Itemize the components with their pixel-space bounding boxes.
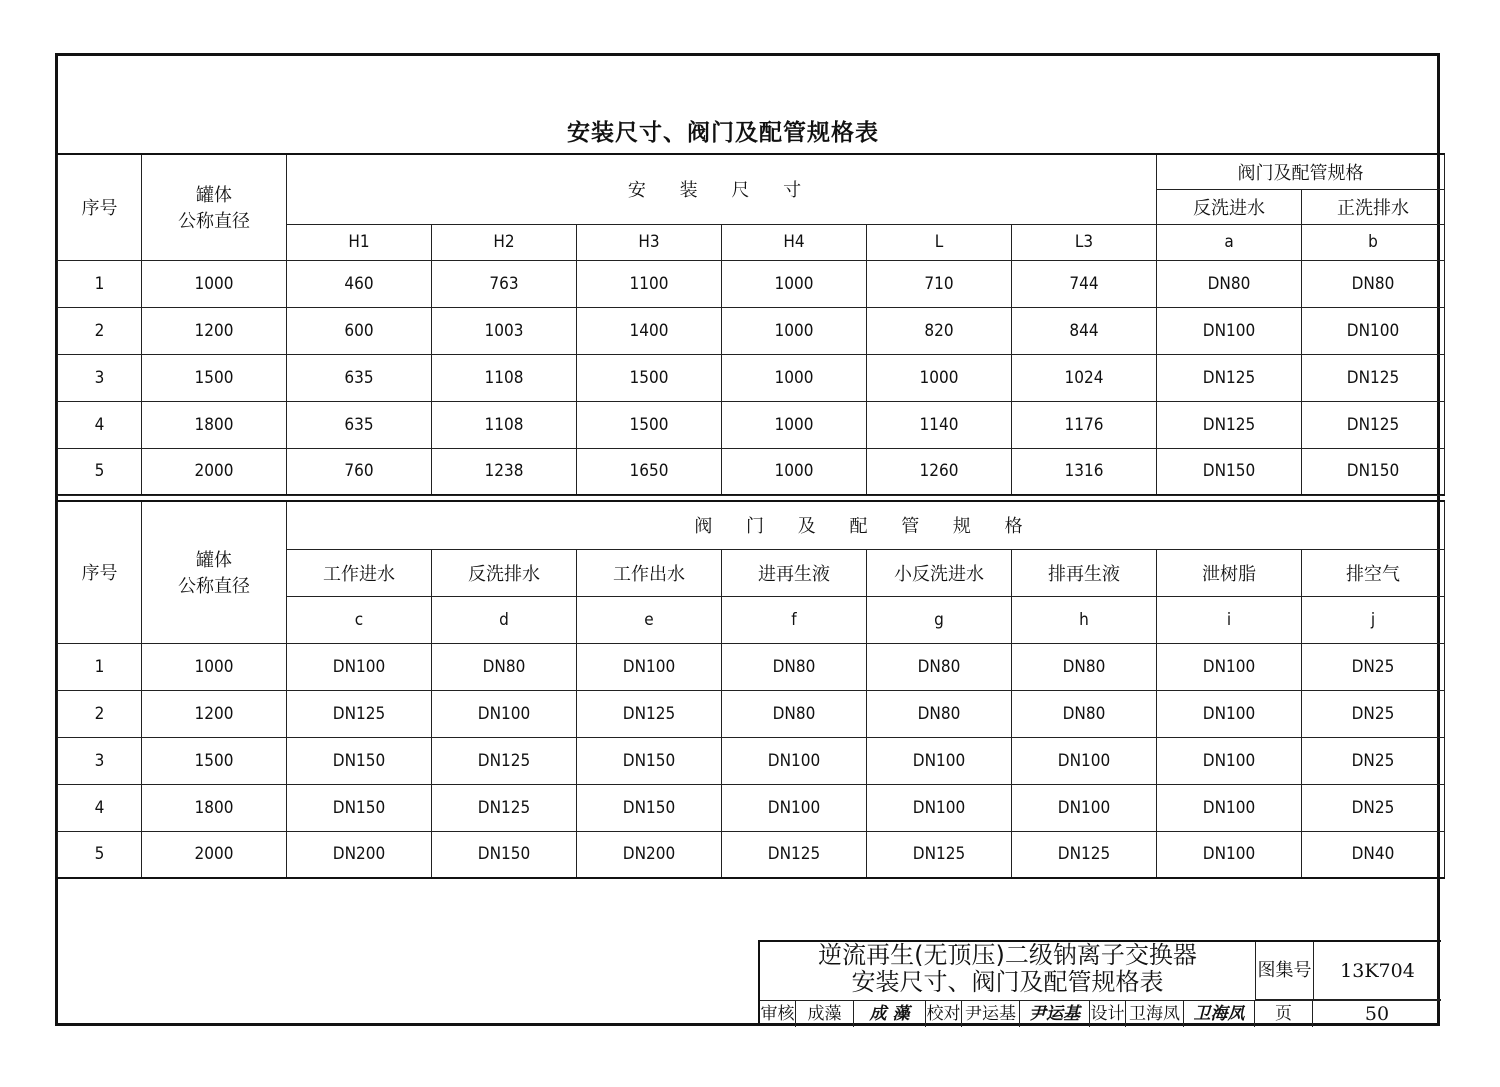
table-cell: DN100	[722, 784, 867, 831]
table-row	[58, 643, 1445, 690]
table-cell: 1000	[867, 354, 1012, 401]
table-cell: 1238	[432, 448, 577, 495]
table-cell: DN80	[867, 690, 1012, 737]
table-cell: 1	[58, 260, 142, 307]
header-seq: 序号	[58, 154, 142, 260]
table-cell: DN150	[287, 784, 432, 831]
column-code-h3: H3	[577, 224, 722, 260]
drawing-name-line2: 安装尺寸、阀门及配管规格表	[851, 968, 1164, 996]
table-cell: 1500	[142, 737, 287, 784]
table-cell: DN25	[1302, 737, 1445, 784]
page-label: 页	[1255, 1001, 1313, 1027]
header-valve-spec: 阀 门 及 配 管 规 格	[287, 501, 1445, 549]
table-cell: 4	[58, 784, 142, 831]
table-row	[58, 260, 1445, 307]
table-cell: 2	[58, 690, 142, 737]
table-cell: 1800	[142, 784, 287, 831]
table-cell: 1003	[432, 307, 577, 354]
table-cell: DN80	[1302, 260, 1445, 307]
table-cell: 1176	[1012, 401, 1157, 448]
table-separator	[57, 495, 1442, 496]
pipe-name-d: 反洗排水	[432, 549, 577, 596]
table-cell: 1500	[577, 401, 722, 448]
review-signature: 成 藻	[854, 1001, 926, 1027]
table-cell: DN100	[1157, 784, 1302, 831]
table-cell: DN100	[1157, 831, 1302, 878]
table-cell: 1500	[142, 354, 287, 401]
table-cell: 760	[287, 448, 432, 495]
table-cell: 1108	[432, 354, 577, 401]
table-cell: DN40	[1302, 831, 1445, 878]
pipe-code-c: c	[287, 596, 432, 643]
header-valve-spec: 阀门及配管规格	[1157, 154, 1445, 189]
table-cell: DN80	[722, 643, 867, 690]
check-signature: 尹运基	[1020, 1001, 1090, 1027]
review-label: 审核	[760, 1001, 796, 1027]
check-label: 校对	[926, 1001, 962, 1027]
table-row	[58, 737, 1445, 784]
table-cell: 1	[58, 643, 142, 690]
pipe-code-d: d	[432, 596, 577, 643]
pipe-code-g: g	[867, 596, 1012, 643]
table-cell: DN150	[1302, 448, 1445, 495]
table-cell: 744	[1012, 260, 1157, 307]
table-cell: 1260	[867, 448, 1012, 495]
table-cell: DN150	[432, 831, 577, 878]
table-cell: DN100	[867, 784, 1012, 831]
table-cell: DN100	[1157, 643, 1302, 690]
install-dimension-table	[57, 153, 1445, 496]
table-cell: DN80	[867, 643, 1012, 690]
check-name: 尹运基	[962, 1001, 1020, 1027]
table-cell: 2000	[142, 831, 287, 878]
design-name: 卫海凤	[1126, 1001, 1184, 1027]
table-cell: DN125	[1157, 401, 1302, 448]
pipe-name-j: 排空气	[1302, 549, 1445, 596]
pipe-name-f: 进再生液	[722, 549, 867, 596]
table-cell: DN100	[722, 737, 867, 784]
pipe-name-e: 工作出水	[577, 549, 722, 596]
table-cell: DN125	[867, 831, 1012, 878]
table-cell: 1000	[722, 448, 867, 495]
design-signature: 卫海凤	[1184, 1001, 1255, 1027]
table-cell: DN200	[577, 831, 722, 878]
table-cell: 1000	[722, 401, 867, 448]
table-cell: DN100	[867, 737, 1012, 784]
design-label: 设计	[1090, 1001, 1126, 1027]
pipe-code-i: i	[1157, 596, 1302, 643]
header-diameter	[142, 501, 287, 643]
table-cell: DN100	[1302, 307, 1445, 354]
table-cell: DN25	[1302, 784, 1445, 831]
table-row	[58, 354, 1445, 401]
table-cell: DN125	[432, 737, 577, 784]
table-cell: DN150	[1157, 448, 1302, 495]
column-code-h2: H2	[432, 224, 577, 260]
table-cell: 3	[58, 737, 142, 784]
table-cell: 5	[58, 831, 142, 878]
table-cell: DN150	[577, 737, 722, 784]
table-cell: 1000	[722, 260, 867, 307]
table-cell: DN80	[1157, 260, 1302, 307]
column-code-h4: H4	[722, 224, 867, 260]
column-code-l3: L3	[1012, 224, 1157, 260]
pipe-name-h: 排再生液	[1012, 549, 1157, 596]
table-cell: 635	[287, 354, 432, 401]
table-cell: 4	[58, 401, 142, 448]
table-cell: 460	[287, 260, 432, 307]
table-cell: 710	[867, 260, 1012, 307]
table-cell: DN125	[722, 831, 867, 878]
table-cell: DN100	[1012, 784, 1157, 831]
pipe-code-f: f	[722, 596, 867, 643]
header-forward-drain: 正洗排水	[1302, 189, 1445, 224]
table-row	[58, 690, 1445, 737]
table-cell: 2000	[142, 448, 287, 495]
table-row	[58, 448, 1445, 495]
table-cell: 5	[58, 448, 142, 495]
header-diameter	[142, 154, 287, 260]
title-block	[758, 940, 1441, 1026]
table-cell: 1024	[1012, 354, 1157, 401]
table-cell: 1316	[1012, 448, 1157, 495]
pipe-name-c: 工作进水	[287, 549, 432, 596]
table-row	[58, 307, 1445, 354]
table-cell: 1800	[142, 401, 287, 448]
pipe-code-h: h	[1012, 596, 1157, 643]
review-name: 成藻	[796, 1001, 854, 1027]
header-diameter-line1: 罐体	[196, 185, 232, 207]
header-seq: 序号	[58, 501, 142, 643]
table-cell: 820	[867, 307, 1012, 354]
pipe-name-g: 小反洗进水	[867, 549, 1012, 596]
table-cell: 1500	[577, 354, 722, 401]
table-cell: DN100	[287, 643, 432, 690]
table-cell: DN25	[1302, 643, 1445, 690]
header-backwash-in: 反洗进水	[1157, 189, 1302, 224]
table-cell: DN100	[1012, 737, 1157, 784]
column-code-h1: H1	[287, 224, 432, 260]
table-cell: 600	[287, 307, 432, 354]
table-cell: 1000	[722, 354, 867, 401]
table-cell: DN125	[1157, 354, 1302, 401]
table-cell: DN125	[432, 784, 577, 831]
page-number: 50	[1364, 1003, 1390, 1025]
title-block-drawing-name	[760, 942, 1256, 1000]
pipe-code-j: j	[1302, 596, 1445, 643]
table-cell: 1000	[142, 260, 287, 307]
column-code-a: a	[1157, 224, 1302, 260]
table-cell: DN200	[287, 831, 432, 878]
table-cell: DN125	[577, 690, 722, 737]
table-cell: DN100	[1157, 307, 1302, 354]
page-title: 安装尺寸、阀门及配管规格表	[567, 119, 879, 146]
atlas-number: 13K704	[1313, 942, 1441, 1000]
table-cell: DN125	[1012, 831, 1157, 878]
table-cell: 1108	[432, 401, 577, 448]
table-cell: DN150	[577, 784, 722, 831]
table-cell: DN150	[287, 737, 432, 784]
table-cell: DN100	[1157, 737, 1302, 784]
table-cell: DN100	[1157, 690, 1302, 737]
header-diameter-line2: 公称直径	[178, 576, 250, 598]
pipe-code-e: e	[577, 596, 722, 643]
table-cell: 1200	[142, 307, 287, 354]
table-cell: 844	[1012, 307, 1157, 354]
table-cell: DN80	[1012, 643, 1157, 690]
table-cell: 1650	[577, 448, 722, 495]
atlas-label: 图集号	[1255, 942, 1313, 1000]
table-cell: 1200	[142, 690, 287, 737]
table-cell: 1000	[722, 307, 867, 354]
column-code-b: b	[1302, 224, 1445, 260]
table-cell: 1140	[867, 401, 1012, 448]
table-cell: 1000	[142, 643, 287, 690]
valve-spec-table	[57, 500, 1445, 879]
table-cell: DN125	[1302, 354, 1445, 401]
table-cell: 2	[58, 307, 142, 354]
table-cell: DN125	[287, 690, 432, 737]
table-cell: 763	[432, 260, 577, 307]
table-cell: DN80	[432, 643, 577, 690]
table-cell: DN125	[1302, 401, 1445, 448]
table-cell: 1100	[577, 260, 722, 307]
pipe-name-i: 泄树脂	[1157, 549, 1302, 596]
drawing-name-line1: 逆流再生(无顶压)二级钠离子交换器	[818, 941, 1197, 969]
table-cell: 1400	[577, 307, 722, 354]
table-row	[58, 831, 1445, 878]
title-block-signatures	[760, 1000, 1441, 1027]
table-cell: DN25	[1302, 690, 1445, 737]
table-cell: DN100	[577, 643, 722, 690]
table-cell: 3	[58, 354, 142, 401]
table-cell: DN80	[722, 690, 867, 737]
header-diameter-line1: 罐体	[196, 550, 232, 572]
table-row	[58, 401, 1445, 448]
table-cell: DN100	[432, 690, 577, 737]
table-row	[58, 784, 1445, 831]
table-cell: DN80	[1012, 690, 1157, 737]
column-code-l: L	[867, 224, 1012, 260]
table-cell: 635	[287, 401, 432, 448]
header-diameter-line2: 公称直径	[178, 211, 250, 233]
header-install-dimensions: 安 装 尺 寸	[287, 154, 1157, 224]
